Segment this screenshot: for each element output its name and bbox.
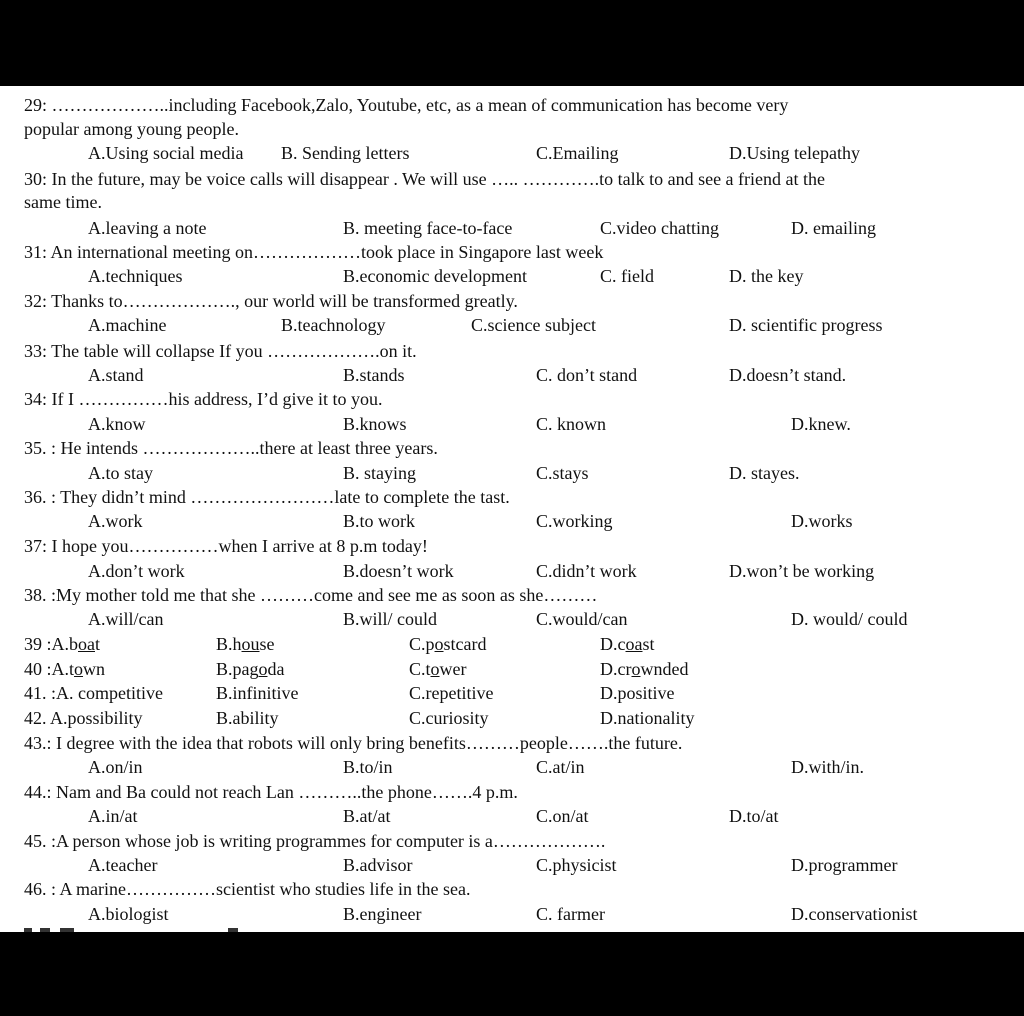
option-c[interactable]: C.curiosity: [409, 708, 489, 728]
option-b[interactable]: B.infinitive: [216, 683, 299, 703]
option-b[interactable]: B.house: [216, 634, 275, 654]
option-c[interactable]: C. don’t stand: [536, 365, 638, 385]
question-33-options: [0, 363, 1024, 387]
question-35-options: [0, 461, 1024, 485]
option-d[interactable]: D.works: [791, 511, 853, 531]
option-c[interactable]: C. field: [600, 266, 654, 286]
question-31-stem: 31: An international meeting on………………took place in Singapore last week: [24, 242, 604, 262]
option-b[interactable]: B.economic development: [343, 266, 527, 286]
question-29-options: [0, 141, 1024, 165]
question-33-stem: 33: The table will collapse If you ……………….on it.: [24, 341, 417, 361]
option-b[interactable]: B. Sending letters: [281, 143, 410, 163]
question-45-stem: 45. :A person whose job is writing programmes for computer is a……………….: [24, 831, 606, 851]
question-35-stem: 35. : He intends ………………..there at least three years.: [24, 438, 438, 458]
option-d[interactable]: D.Using telepathy: [729, 143, 860, 163]
option-a[interactable]: A.on/in: [88, 757, 143, 777]
question-29-stem-line-1: 29: ………………..including Facebook,Zalo, Youtube, etc, as a mean of communication has become very: [24, 95, 789, 115]
option-d[interactable]: D. the key: [729, 266, 804, 286]
question-37-options: [0, 559, 1024, 583]
question-31-options: [0, 264, 1024, 288]
option-b[interactable]: B.doesn’t work: [343, 561, 454, 581]
question-43-stem: 43.: I degree with the idea that robots will only bring benefits………people…….the future.: [24, 733, 683, 753]
question-37-stem: 37: I hope you……………when I arrive at 8 p.m today!: [24, 536, 428, 556]
option-a[interactable]: A.Using social media: [88, 143, 244, 163]
option-c[interactable]: C.didn’t work: [536, 561, 637, 581]
question-34-stem: 34: If I ……………his address, I’d give it to you.: [24, 389, 383, 409]
question-42-options: [0, 706, 1024, 730]
option-d[interactable]: D. scientific progress: [729, 315, 883, 335]
option-c[interactable]: C.at/in: [536, 757, 585, 777]
option-d[interactable]: D.doesn’t stand.: [729, 365, 847, 385]
question-39-options: [0, 632, 1024, 656]
option-d[interactable]: D.positive: [600, 683, 675, 703]
question-30-options: [0, 216, 1024, 240]
option-c[interactable]: C.would/can: [536, 609, 628, 629]
option-b[interactable]: B.at/at: [343, 806, 391, 826]
cropped-text-fragment-top: [0, 86, 1024, 92]
question-46-stem: 46. : A marine……………scientist who studies life in the sea.: [24, 879, 471, 899]
question-43-options: [0, 755, 1024, 779]
option-b[interactable]: B.will/ could: [343, 609, 437, 629]
option-b[interactable]: B.teachnology: [281, 315, 386, 335]
option-b[interactable]: B.advisor: [343, 855, 413, 875]
option-d[interactable]: D.coast: [600, 634, 655, 654]
option-d[interactable]: D.with/in.: [791, 757, 865, 777]
option-c[interactable]: C.working: [536, 511, 613, 531]
option-a[interactable]: A.machine: [88, 315, 167, 335]
question-44-stem: 44.: Nam and Ba could not reach Lan ………..the phone…….4 p.m.: [24, 782, 518, 802]
option-d[interactable]: D. would/ could: [791, 609, 908, 629]
option-a[interactable]: A.to stay: [88, 463, 153, 483]
option-b[interactable]: B.pagoda: [216, 659, 285, 679]
option-a[interactable]: A.know: [88, 414, 146, 434]
question-38-stem: 38. :My mother told me that she ………come and see me as soon as she………: [24, 585, 598, 605]
option-b[interactable]: B.to/in: [343, 757, 393, 777]
option-d[interactable]: D.nationality: [600, 708, 695, 728]
option-a[interactable]: 41. :A. competitive: [24, 683, 163, 703]
option-d[interactable]: D.knew.: [791, 414, 851, 434]
option-c[interactable]: C.stays: [536, 463, 589, 483]
option-b[interactable]: B.engineer: [343, 904, 422, 924]
question-30-stem-line-2: same time.: [24, 192, 102, 212]
question-36-options: [0, 509, 1024, 533]
option-c[interactable]: C.Emailing: [536, 143, 619, 163]
option-b[interactable]: B.knows: [343, 414, 407, 434]
option-d[interactable]: D.to/at: [729, 806, 779, 826]
option-a[interactable]: A.techniques: [88, 266, 183, 286]
option-a[interactable]: A.don’t work: [88, 561, 185, 581]
cropped-text-fragment-bottom: [0, 926, 1024, 932]
option-d[interactable]: D.won’t be working: [729, 561, 875, 581]
question-30-stem-line-1: 30: In the future, may be voice calls will disappear . We will use ….. ………….to talk to and see a friend at the: [24, 169, 825, 189]
option-a[interactable]: A.work: [88, 511, 143, 531]
question-45-options: [0, 853, 1024, 877]
question-46-options: [0, 902, 1024, 926]
question-34-options: [0, 412, 1024, 436]
option-a[interactable]: A.will/can: [88, 609, 164, 629]
option-b[interactable]: B.to work: [343, 511, 415, 531]
option-c[interactable]: C.repetitive: [409, 683, 494, 703]
option-a[interactable]: 39 :A.boat: [24, 634, 101, 654]
option-c[interactable]: C.on/at: [536, 806, 589, 826]
option-c[interactable]: C.tower: [409, 659, 467, 679]
option-b[interactable]: B. meeting face-to-face: [343, 218, 513, 238]
option-a[interactable]: A.teacher: [88, 855, 158, 875]
option-d[interactable]: D.programmer: [791, 855, 898, 875]
option-a[interactable]: 40 :A.town: [24, 659, 106, 679]
option-a[interactable]: A.stand: [88, 365, 144, 385]
option-c[interactable]: C.physicist: [536, 855, 617, 875]
option-c[interactable]: C.postcard: [409, 634, 487, 654]
option-b[interactable]: B.ability: [216, 708, 279, 728]
option-b[interactable]: B.stands: [343, 365, 405, 385]
question-41-options: [0, 681, 1024, 705]
option-d[interactable]: D.conservationist: [791, 904, 918, 924]
option-b[interactable]: B. staying: [343, 463, 417, 483]
question-32-options: [0, 313, 1024, 337]
question-36-stem: 36. : They didn’t mind ……………………late to complete the tast.: [24, 487, 510, 507]
option-a[interactable]: 42. A.possibility: [24, 708, 143, 728]
question-32-stem: 32: Thanks to………………., our world will be transformed greatly.: [24, 291, 518, 311]
option-a[interactable]: A.biologist: [88, 904, 169, 924]
option-c[interactable]: C.science subject: [471, 315, 596, 335]
option-c[interactable]: C. farmer: [536, 904, 605, 924]
option-d[interactable]: D. stayes.: [729, 463, 800, 483]
option-c[interactable]: C.video chatting: [600, 218, 719, 238]
question-29-stem-line-2: popular among young people.: [24, 119, 239, 139]
question-40-options: [0, 657, 1024, 681]
option-d[interactable]: D. emailing: [791, 218, 876, 238]
option-d[interactable]: D.crownded: [600, 659, 689, 679]
option-a[interactable]: A.leaving a note: [88, 218, 207, 238]
worksheet-page: [0, 86, 1024, 932]
option-c[interactable]: C. known: [536, 414, 607, 434]
question-44-options: [0, 804, 1024, 828]
question-38-options: [0, 607, 1024, 631]
option-a[interactable]: A.in/at: [88, 806, 138, 826]
